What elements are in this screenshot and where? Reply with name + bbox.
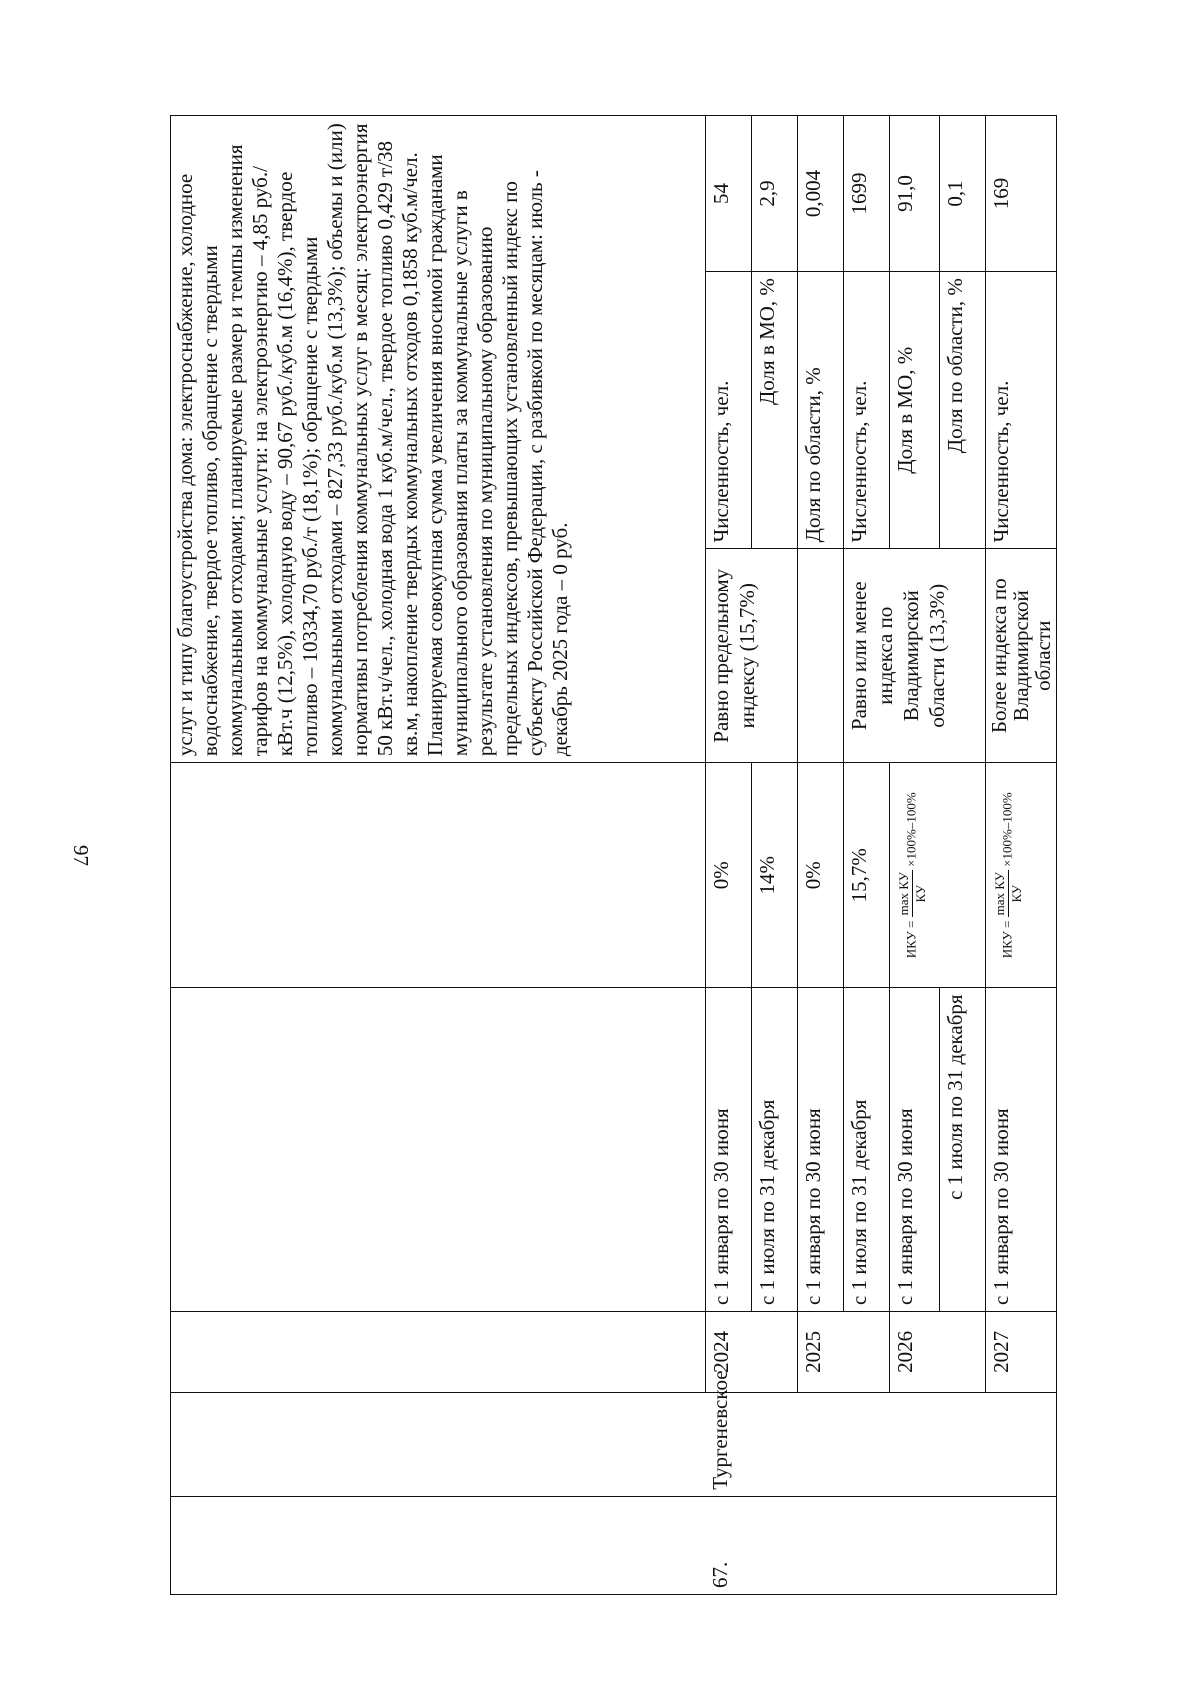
year-cell: 2025 [797,1311,843,1392]
row-number: 67. [705,1496,751,1594]
year-cell: 2027 [985,1311,1056,1392]
empty-cell [171,988,706,1312]
empty-cell [985,1392,1056,1496]
empty-cell [889,1392,939,1496]
empty-cell [751,1392,797,1496]
empty-cell [843,1392,889,1496]
category-cell: Более индекса по Владимирской области [985,549,1056,763]
category-cell: Равно или менее индекса по Владимирской области (13,3%) [843,549,985,763]
index-cell: 0% [797,763,843,988]
metric-cell: Доля в МО, % [751,272,797,549]
description-text: услуг и типу благоустройства дома: электроснабжение, холодное водоснабжение, твердое топливо, обращение с твердыми коммунальными отходами; планируемые размер и темпы изменения тарифов на коммунальные услуги: на электроэнергию – 4,85 руб./кВт.ч (12,5%), холодную воду – 90,67 руб./куб.м (16,4%), твердое топливо – 10334,70 руб./т (18,1%); обращение с твердыми коммунальными отходами – 827,33 руб./куб.м (13,3%); объемы и (или) нормативы потребления коммунальных услуг в месяц: электроэнергия 50 кВт.ч/чел., холодная вода 1 куб.м/чел., твердое топливо 0,429 т/38 кв.м, накопление твердых коммунальных отходов 0,1858 куб.м/чел. Планируемая совокупная сумма увеличения вносимой гражданами муниципального образования платы за коммунальные услуги в результате установления по муниципальному образованию предельных индексов, превышающих установленный индекс по субъекту Российской Федерации, с разбивкой по месяцам: июль - декабрь 2025 года – 0 руб. [171,116,706,763]
value-cell: 91,0 [889,116,939,272]
empty-cell [751,1311,797,1392]
rotated-table-area [170,115,1200,1595]
table-row [797,116,843,1595]
year-cell: 2024 [705,1311,751,1392]
period-cell: с 1 июля по 31 декабря [843,988,889,1312]
empty-cell [171,763,706,988]
index-cell: 0% [705,763,751,988]
empty-cell [889,1496,939,1594]
value-cell: 0,004 [797,116,843,272]
period-cell: с 1 января по 30 июня [985,988,1056,1312]
period-cell: с 1 января по 30 июня [705,988,751,1312]
formula-cell [985,763,1056,988]
value-cell: 0,1 [939,116,985,272]
metric-cell: Доля по области, % [797,272,843,549]
description-row [171,116,706,1595]
municipality-name: Тургеневское [705,1392,751,1496]
table-row [751,116,797,1595]
empty-cell [985,1496,1056,1594]
metric-cell: Доля по области, % [939,272,985,549]
period-cell: с 1 июля по 31 декабря [939,988,985,1312]
index-cell: 14% [751,763,797,988]
tariff-table [170,115,1057,1595]
table-row [889,116,939,1595]
empty-cell [939,1392,985,1496]
value-cell: 1699 [843,116,889,272]
empty-cell [843,1496,889,1594]
empty-cell [797,549,843,763]
category-cell: Равно предельному индексу (15,7%) [705,549,797,763]
index-formula: ИКУ = max КУ КУ ×100%–100% [895,792,928,959]
empty-cell [843,1311,889,1392]
empty-cell [171,1496,706,1594]
formula-cell [889,763,985,988]
empty-cell [939,1496,985,1594]
table-row [985,116,1056,1595]
period-cell: с 1 января по 30 июня [889,988,939,1312]
table-row [843,116,889,1595]
year-cell: 2026 [889,1311,939,1392]
value-cell: 2,9 [751,116,797,272]
page-number: 97 [69,845,93,866]
metric-cell: Численность, чел. [705,272,751,549]
table-row [705,116,751,1595]
metric-cell: Численность, чел. [985,272,1056,549]
period-cell: с 1 июля по 31 декабря [751,988,797,1312]
empty-cell [797,1496,843,1594]
empty-cell [751,1496,797,1594]
empty-cell [171,1392,706,1496]
metric-cell: Численность, чел. [843,272,889,549]
period-cell: с 1 января по 30 июня [797,988,843,1312]
value-cell: 169 [985,116,1056,272]
empty-cell [797,1392,843,1496]
metric-cell: Доля в МО, % [889,272,939,549]
empty-cell [939,1311,985,1392]
index-formula: ИКУ = max КУ КУ ×100%–100% [991,792,1024,959]
empty-cell [171,1311,706,1392]
index-cell: 15,7% [843,763,889,988]
value-cell: 54 [705,116,751,272]
